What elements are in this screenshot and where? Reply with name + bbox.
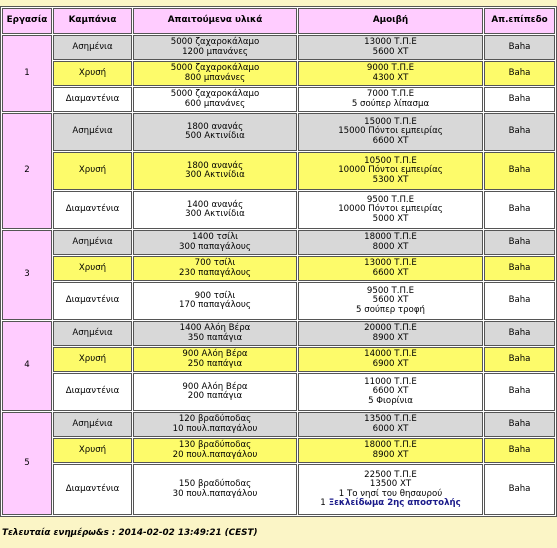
campaign-tier: Διαμαντένια xyxy=(53,87,132,112)
reward xyxy=(298,230,483,255)
campaign-tier: Χρυσή xyxy=(53,256,132,281)
campaign-tier: Ασημένια xyxy=(53,412,132,437)
reward xyxy=(298,256,483,281)
material-line: 1800 ανανάς xyxy=(186,160,244,171)
reward-line: 5 σούπερ τροφή xyxy=(356,304,425,315)
campaign-tier: Χρυσή xyxy=(53,438,132,463)
reward-line: 13500 Τ.Π.Ε xyxy=(364,414,417,425)
material-line: 30 πουλ.παπαγάλου xyxy=(172,488,258,499)
material-line: 5000 ζαχαροκάλαμο xyxy=(170,63,260,74)
reward-line: 13000 Τ.Π.Ε xyxy=(364,37,417,48)
material-line: 5000 ζαχαροκάλαμο xyxy=(170,37,260,48)
unlock-mission-link[interactable] xyxy=(299,499,482,508)
reward-line: 10000 Πόντοι εμπειρίας xyxy=(338,165,443,176)
required-materials xyxy=(133,230,297,255)
table-row xyxy=(2,35,555,60)
reward-line: 11000 Τ.Π.Ε xyxy=(364,376,417,387)
required-materials xyxy=(133,61,297,86)
table-row xyxy=(2,230,555,255)
required-level: Baha xyxy=(484,152,555,190)
required-level: Baha xyxy=(484,61,555,86)
required-materials xyxy=(133,191,297,229)
reward-line: 8900 ΧΤ xyxy=(372,332,409,343)
material-line: 700 τσίλι xyxy=(194,258,236,269)
campaign-tier: Διαμαντένια xyxy=(53,464,132,515)
table-row xyxy=(2,191,555,229)
required-materials xyxy=(133,438,297,463)
required-level: Baha xyxy=(484,321,555,346)
quest-number: 5 xyxy=(2,412,52,515)
required-level: Baha xyxy=(484,412,555,437)
required-materials xyxy=(133,35,297,60)
reward-line: 7000 Τ.Π.Ε xyxy=(366,89,415,100)
material-line: 300 Ακτινίδια xyxy=(185,170,245,180)
material-line: 10 πουλ.παπαγάλου xyxy=(172,423,258,434)
unlock-text[interactable]: Ξεκλείδωμα 2ης αποστολής xyxy=(328,497,461,508)
reward-line: 1 Το νησί του θησαυρού xyxy=(338,488,443,499)
table-row xyxy=(2,113,555,151)
campaign-tier: Διαμαντένια xyxy=(53,373,132,411)
header-row xyxy=(2,8,555,34)
material-line: 170 παπαγάλους xyxy=(179,300,251,310)
reward-line: 5 σούπερ λίπασμα xyxy=(351,98,430,109)
header-campaign: Καμπάνια xyxy=(53,8,132,34)
material-line: 250 παπάγια xyxy=(187,358,243,369)
table-row xyxy=(2,61,555,86)
campaign-tier: Ασημένια xyxy=(53,113,132,151)
reward xyxy=(298,113,483,151)
reward xyxy=(298,152,483,190)
required-level: Baha xyxy=(484,373,555,411)
required-materials xyxy=(133,321,297,346)
reward xyxy=(298,438,483,463)
reward-line: 4300 ΧΤ xyxy=(372,72,409,83)
reward xyxy=(298,373,483,411)
required-materials xyxy=(133,256,297,281)
quests-table xyxy=(0,6,557,517)
material-line: 1400 τσίλι xyxy=(191,232,239,243)
reward-line: 5000 ΧΤ xyxy=(372,213,409,224)
material-line: 350 παπάγια xyxy=(187,332,243,343)
table-row xyxy=(2,282,555,320)
reward-line: 13000 Τ.Π.Ε xyxy=(364,258,417,269)
reward-line: 9000 Τ.Π.Ε xyxy=(366,63,415,74)
reward-line: 6900 ΧΤ xyxy=(372,358,409,369)
table-row xyxy=(2,438,555,463)
reward-line: 5 Φιορίνια xyxy=(368,395,413,406)
required-level: Baha xyxy=(484,87,555,112)
reward xyxy=(298,191,483,229)
table-row xyxy=(2,373,555,411)
required-level: Baha xyxy=(484,35,555,60)
required-materials xyxy=(133,347,297,372)
material-line: 150 βραδύποδας xyxy=(178,479,252,490)
quest-number: 4 xyxy=(2,321,52,411)
required-level: Baha xyxy=(484,438,555,463)
reward-line: 8900 ΧΤ xyxy=(372,449,409,460)
required-materials xyxy=(133,464,297,515)
material-line: 1200 μπανάνες xyxy=(182,46,248,57)
quest-number: 2 xyxy=(2,113,52,229)
reward-line: 10500 Τ.Π.Ε xyxy=(364,155,417,166)
required-materials xyxy=(133,373,297,411)
reward-line: 18000 Τ.Π.Ε xyxy=(364,440,417,451)
required-level: Baha xyxy=(484,230,555,255)
required-level: Baha xyxy=(484,464,555,515)
reward xyxy=(298,61,483,86)
quest-body xyxy=(2,35,555,515)
material-line: 230 παπαγάλους xyxy=(179,267,251,278)
reward-line: 6000 ΧΤ xyxy=(372,423,409,434)
reward-line: 6600 ΧΤ xyxy=(372,267,409,278)
table-row xyxy=(2,321,555,346)
table-row xyxy=(2,87,555,112)
reward-line: 20000 Τ.Π.Ε xyxy=(364,323,417,334)
required-level: Baha xyxy=(484,191,555,229)
header-materials: Απαιτούμενα υλικά xyxy=(133,8,297,34)
material-line: 1800 ανανάς xyxy=(186,121,244,132)
table-row xyxy=(2,256,555,281)
reward-line: 6600 ΧΤ xyxy=(372,386,409,397)
quest-number: 1 xyxy=(2,35,52,112)
material-line: 20 πουλ.παπαγάλου xyxy=(172,449,258,460)
required-materials xyxy=(133,113,297,151)
required-materials xyxy=(133,412,297,437)
header-level: Απ.επίπεδο xyxy=(484,8,555,34)
reward-line: 13500 ΧΤ xyxy=(369,479,412,490)
material-line: 900 Αλόη Βέρα xyxy=(182,381,248,392)
reward-line: 9500 Τ.Π.Ε xyxy=(366,285,415,296)
reward-line: 14000 Τ.Π.Ε xyxy=(364,349,417,360)
material-line: 900 τσίλι xyxy=(194,290,236,301)
reward-line: 5300 ΧΤ xyxy=(372,174,409,185)
quest-number: 3 xyxy=(2,230,52,320)
campaign-tier: Χρυσή xyxy=(53,347,132,372)
material-line: 500 Ακτινίδια xyxy=(185,131,245,141)
reward xyxy=(298,282,483,320)
table-row xyxy=(2,347,555,372)
material-line: 130 βραδύποδας xyxy=(178,440,252,451)
reward xyxy=(298,87,483,112)
material-line: 200 παπάγια xyxy=(187,391,243,401)
unlock-count: 1 xyxy=(320,497,326,508)
campaign-tier: Διαμαντένια xyxy=(53,282,132,320)
table-row xyxy=(2,412,555,437)
reward-line: 18000 Τ.Π.Ε xyxy=(364,232,417,243)
header-quest: Εργασία xyxy=(2,8,52,34)
header-reward: Αμοιβή xyxy=(298,8,483,34)
required-level: Baha xyxy=(484,113,555,151)
material-line: 5000 ζαχαροκάλαμο xyxy=(170,89,260,100)
reward xyxy=(298,321,483,346)
material-line: 600 μπανάνες xyxy=(184,98,246,109)
reward-line: 5600 ΧΤ xyxy=(372,295,409,306)
required-level: Baha xyxy=(484,282,555,320)
reward-line: 15000 Τ.Π.Ε xyxy=(364,116,417,127)
reward-line: 8000 ΧΤ xyxy=(372,241,409,252)
last-updated-footer: Τελευταία ενημέρω&s : 2014-02-02 13:49:21 (CEST) xyxy=(2,528,258,538)
required-level: Baha xyxy=(484,347,555,372)
material-line: 1400 Αλόη Βέρα xyxy=(179,323,251,334)
reward xyxy=(298,35,483,60)
material-line: 120 βραδύποδας xyxy=(178,414,252,425)
campaign-tier: Χρυσή xyxy=(53,152,132,190)
campaign-tier: Ασημένια xyxy=(53,321,132,346)
reward-line: 10000 Πόντοι εμπειρίας xyxy=(338,204,443,215)
reward-line: 22500 Τ.Π.Ε xyxy=(364,469,417,480)
reward-line: 6600 ΧΤ xyxy=(372,135,409,146)
reward-line: 9500 Τ.Π.Ε xyxy=(366,194,415,205)
material-line: 1400 ανανάς xyxy=(186,199,244,210)
required-materials xyxy=(133,152,297,190)
campaign-tier: Χρυσή xyxy=(53,61,132,86)
campaign-tier: Ασημένια xyxy=(53,230,132,255)
required-level: Baha xyxy=(484,256,555,281)
reward xyxy=(298,464,483,515)
reward-line: 5600 ΧΤ xyxy=(372,46,409,57)
table-row xyxy=(2,464,555,515)
campaign-tier: Ασημένια xyxy=(53,35,132,60)
required-materials xyxy=(133,282,297,320)
table-row xyxy=(2,152,555,190)
material-line: 900 Αλόη Βέρα xyxy=(182,349,248,360)
required-materials xyxy=(133,87,297,112)
material-line: 300 παπαγάλους xyxy=(179,241,251,252)
material-line: 800 μπανάνες xyxy=(184,72,246,83)
reward xyxy=(298,412,483,437)
material-line: 300 Ακτινίδια xyxy=(185,209,245,219)
reward xyxy=(298,347,483,372)
campaign-tier: Διαμαντένια xyxy=(53,191,132,229)
reward-line: 15000 Πόντοι εμπειρίας xyxy=(338,126,443,137)
